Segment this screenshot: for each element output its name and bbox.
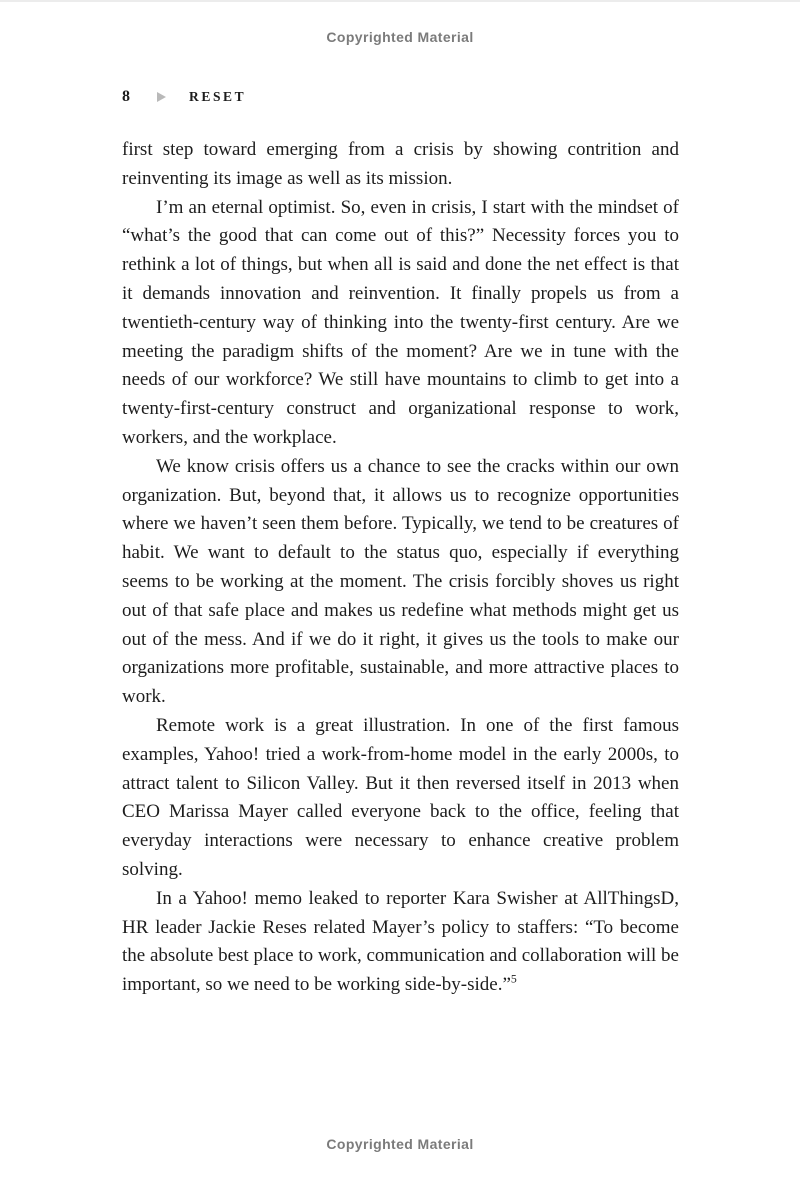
right-triangle-icon bbox=[157, 92, 166, 102]
copyright-notice-bottom: Copyrighted Material bbox=[326, 1136, 474, 1152]
copyright-notice-top: Copyrighted Material bbox=[326, 29, 474, 45]
paragraph: In a Yahoo! memo leaked to reporter Kara Swisher at AllThingsD, HR leader Jackie Reses related Mayer’s policy to staffers: “To become the absolute best place to work, communication and collaboration will be important, so we need to be working side-by-side.”$^5$ bbox=[122, 887, 679, 996]
page-number: 8 bbox=[122, 88, 130, 105]
footnote-marker: 5 bbox=[510, 972, 517, 986]
body-text bbox=[122, 136, 679, 1000]
paragraph: I’m an eternal optimist. So, even in crisis, I start with the mindset of “what’s the good that can come out of this?” Necessity forces you to rethink a lot of things, but when all is said and done the net effect is that it demands innovation and reinvention. It finally propels us from a twentieth-century way of thinking into the twenty-first century. Are we meeting the paradigm shifts of the moment? Are we in tune with the needs of our workforce? We still have mountains to climb to get into a twenty-first-century construct and organizational response to work, workers, and the workplace. bbox=[122, 196, 679, 448]
book-title: RESET bbox=[189, 89, 247, 104]
running-head bbox=[122, 89, 246, 105]
paragraph: Remote work is a great illustration. In one of the first famous examples, Yahoo! tried a work-from-home model in the early 2000s, to attract talent to Silicon Valley. But it then reversed itself in 2013 when CEO Marissa Mayer called everyone back to the office, feeling that everyday interactions were necessary to enhance creative problem solving. bbox=[122, 714, 679, 880]
paragraph: We know crisis offers us a chance to see the cracks within our own organization. But, beyond that, it allows us to recognize opportunities where we haven’t seen them before. Typically, we tend to be creatures of habit. We want to default to the status quo, especially if everything seems to be working at the moment. The crisis forcibly shoves us right out of that safe place and makes us redefine what methods might get us out of the mess. And if we do it right, it gives us the tools to make our organizations more profitable, sustainable, and more attractive places to work. bbox=[122, 455, 679, 708]
paragraph: first step toward emerging from a crisis by showing contrition and reinventing its image as well as its mission. bbox=[122, 139, 679, 189]
